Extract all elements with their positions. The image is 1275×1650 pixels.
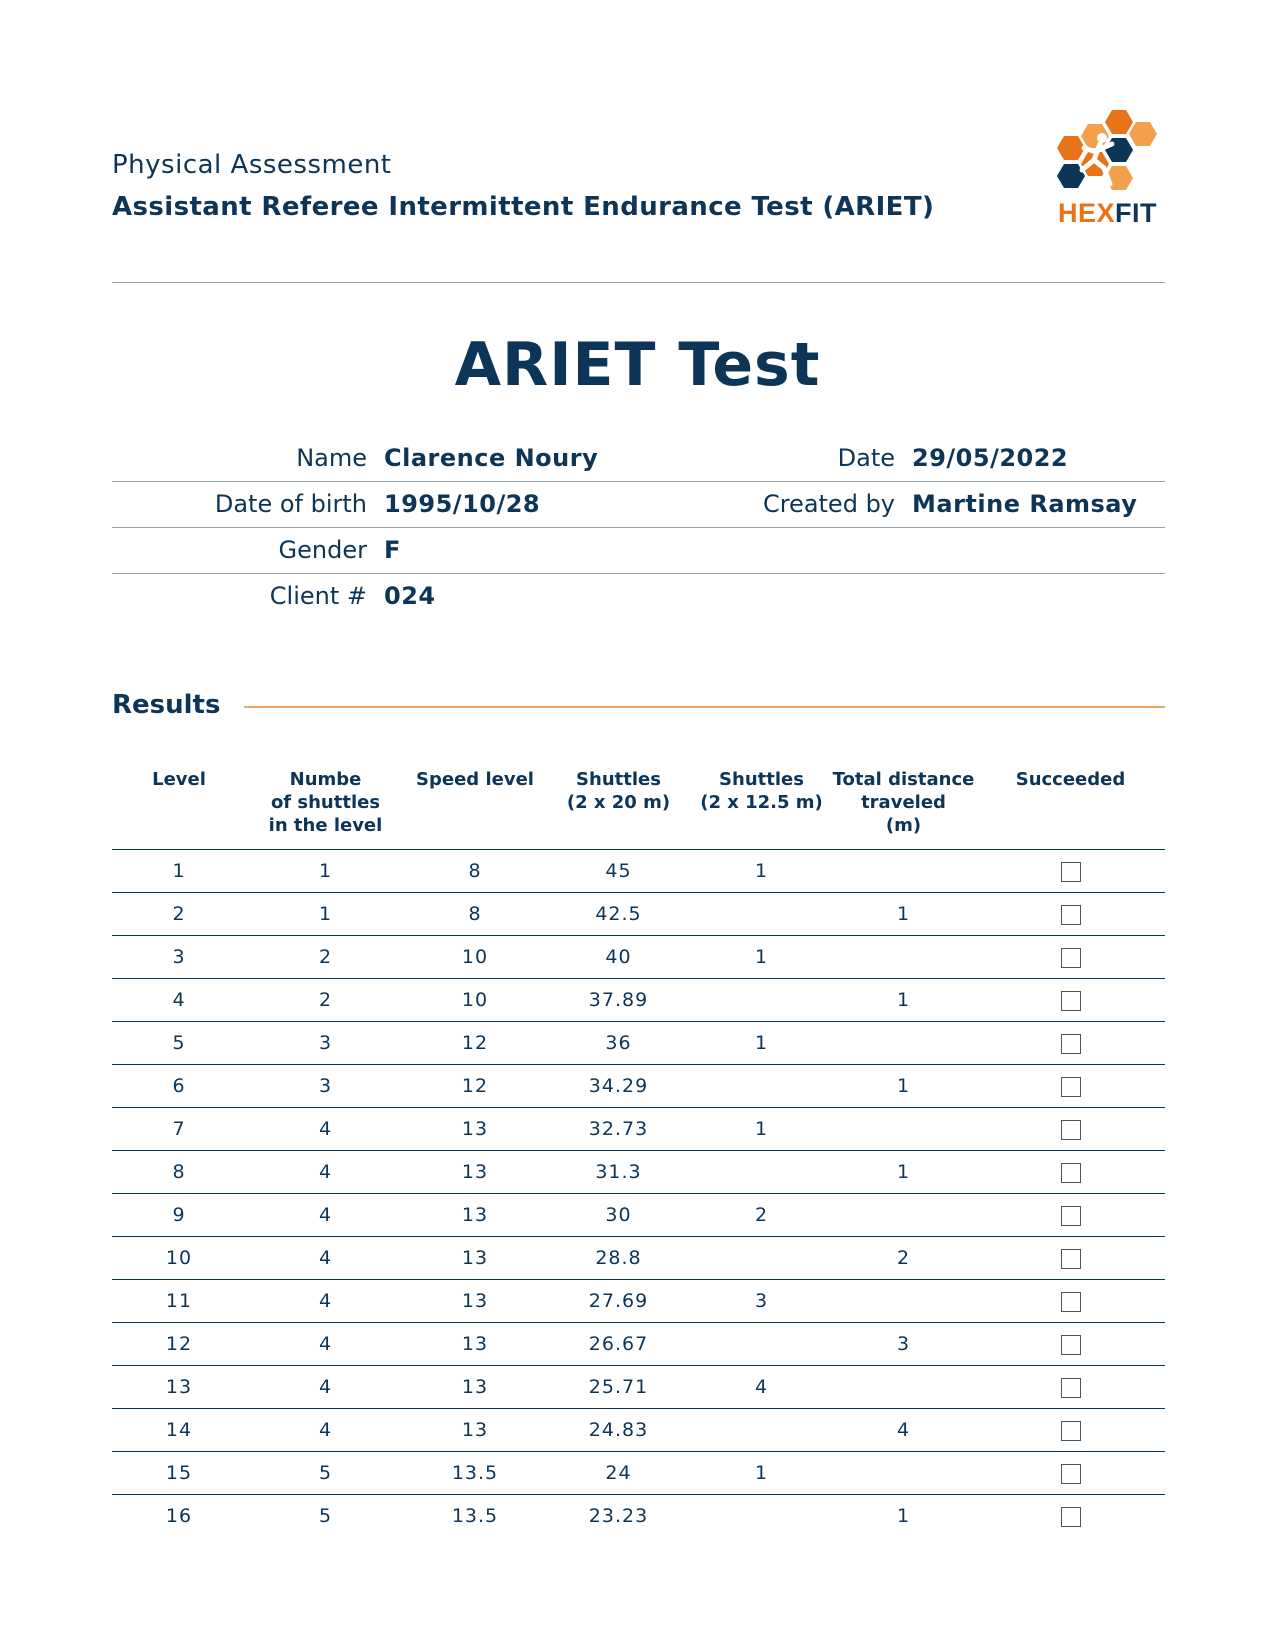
name-value: Clarence Noury [384, 444, 599, 472]
date-value: 29/05/2022 [912, 444, 1069, 472]
succeeded-checkbox[interactable] [1061, 1163, 1081, 1183]
table-cell [831, 1452, 976, 1495]
succeeded-checkbox[interactable] [1061, 1292, 1081, 1312]
table-cell: 3 [246, 1022, 405, 1065]
succeeded-cell [976, 979, 1165, 1022]
table-cell: 1 [246, 850, 405, 893]
table-cell: 13 [405, 1108, 545, 1151]
table-cell: 31.3 [545, 1151, 692, 1194]
table-cell: 1 [692, 1108, 831, 1151]
succeeded-checkbox[interactable] [1061, 905, 1081, 925]
client-value: 024 [384, 582, 436, 610]
succeeded-cell [976, 1452, 1165, 1495]
client-label: Client # [269, 582, 367, 610]
succeeded-cell [976, 850, 1165, 893]
table-cell: 3 [831, 1323, 976, 1366]
table-cell: 14 [112, 1409, 246, 1452]
column-header [246, 766, 405, 850]
dob-value: 1995/10/28 [384, 490, 541, 518]
succeeded-cell [976, 1366, 1165, 1409]
table-cell: 5 [112, 1022, 246, 1065]
table-row [112, 1280, 1165, 1323]
gender-value: F [384, 536, 401, 564]
table-cell: 9 [112, 1194, 246, 1237]
table-cell: 32.73 [545, 1108, 692, 1151]
table-cell: 8 [405, 850, 545, 893]
header-divider [112, 282, 1165, 283]
column-header-line: Shuttles [576, 769, 661, 790]
table-cell: 10 [405, 936, 545, 979]
column-header-line: (m) [885, 815, 922, 836]
table-cell: 25.71 [545, 1366, 692, 1409]
table-cell: 36 [545, 1022, 692, 1065]
succeeded-cell [976, 1194, 1165, 1237]
table-cell: 13.5 [451, 1505, 499, 1527]
succeeded-checkbox[interactable] [1061, 1464, 1081, 1484]
results-section-header [112, 690, 1165, 724]
table-cell [831, 936, 976, 979]
created-by-label: Created by [762, 490, 895, 518]
table-cell [831, 1108, 976, 1151]
document-subtitle: Assistant Referee Intermittent Endurance Test (ARIET) [112, 192, 935, 222]
column-header-line: (2 x 20 m) [566, 792, 671, 813]
table-cell: 26.67 [545, 1323, 692, 1366]
table-cell: 4 [831, 1409, 976, 1452]
table-cell: 1 [831, 1065, 976, 1108]
succeeded-cell [976, 1108, 1165, 1151]
table-cell: 27.69 [545, 1280, 692, 1323]
table-row [112, 1065, 1165, 1108]
table-cell: 4 [246, 1151, 405, 1194]
table-header-row [112, 766, 1165, 850]
hexagon-runner-icon [1050, 108, 1170, 200]
table-cell: 2 [692, 1194, 831, 1237]
document-kicker: Physical Assessment [112, 150, 392, 180]
table-cell: 10 [405, 979, 545, 1022]
table-row [112, 1194, 1165, 1237]
table-cell: 13 [405, 1409, 545, 1452]
succeeded-cell [976, 1065, 1165, 1108]
table-cell: 4 [692, 1366, 831, 1409]
succeeded-cell [976, 1237, 1165, 1280]
column-header [692, 766, 831, 850]
column-header-line: in the level [268, 815, 383, 836]
table-cell [831, 1280, 976, 1323]
succeeded-checkbox[interactable] [1061, 948, 1081, 968]
results-divider [244, 706, 1165, 708]
hexfit-logo [1050, 108, 1170, 228]
table-cell [692, 1237, 831, 1280]
column-header [405, 766, 545, 850]
table-cell: 2 [246, 979, 405, 1022]
succeeded-cell [976, 1280, 1165, 1323]
table-cell: 24 [545, 1452, 692, 1495]
table-cell: 4 [246, 1366, 405, 1409]
column-header [976, 766, 1165, 850]
succeeded-checkbox[interactable] [1061, 1335, 1081, 1355]
succeeded-cell [976, 1495, 1165, 1538]
table-cell: 45 [545, 850, 692, 893]
table-cell: 6 [112, 1065, 246, 1108]
column-header-line: of shuttles [270, 792, 381, 813]
succeeded-checkbox[interactable] [1061, 1507, 1081, 1527]
column-header-line: Shuttles [719, 769, 804, 790]
table-cell: 40 [545, 936, 692, 979]
table-cell: 34.29 [545, 1065, 692, 1108]
table-cell: 2 [831, 1237, 976, 1280]
succeeded-cell [976, 1323, 1165, 1366]
table-cell: 1 [692, 850, 831, 893]
column-header-line: Numbe [289, 769, 362, 790]
table-row [112, 1108, 1165, 1151]
succeeded-checkbox[interactable] [1061, 991, 1081, 1011]
column-header-line: (2 x 12.5 m) [700, 792, 823, 813]
succeeded-checkbox[interactable] [1061, 1378, 1081, 1398]
succeeded-checkbox[interactable] [1061, 1206, 1081, 1226]
table-cell: 1 [896, 1505, 911, 1527]
table-cell: 15 [112, 1452, 246, 1495]
table-cell: 4 [246, 1323, 405, 1366]
column-header [545, 766, 692, 850]
table-row [112, 1323, 1165, 1366]
table-cell: 30 [545, 1194, 692, 1237]
info-row-client [112, 574, 1165, 619]
table-row [112, 1151, 1165, 1194]
table-cell: 13 [405, 1323, 545, 1366]
table-cell: 11 [112, 1280, 246, 1323]
succeeded-cell [976, 1409, 1165, 1452]
table-cell: 13 [405, 1366, 545, 1409]
date-label: Date [837, 444, 895, 472]
info-row-name [112, 436, 1165, 482]
results-table [112, 766, 1165, 1537]
table-cell: 12 [405, 1065, 545, 1108]
table-cell: 13 [405, 1194, 545, 1237]
table-cell: 5 [246, 1452, 405, 1495]
table-cell [692, 1495, 831, 1538]
succeeded-cell [976, 1022, 1165, 1065]
table-cell: 1 [692, 1022, 831, 1065]
page-title: ARIET Test [454, 330, 821, 400]
table-cell [692, 1065, 831, 1108]
column-header [112, 766, 246, 850]
succeeded-cell [976, 1151, 1165, 1194]
table-cell: 1 [831, 1151, 976, 1194]
table-row [112, 1409, 1165, 1452]
column-header-line: Total distance [832, 769, 975, 790]
dob-label: Date of birth [214, 490, 367, 518]
table-cell: 42.5 [545, 893, 692, 936]
table-row [112, 1237, 1165, 1280]
table-cell: 8 [405, 893, 545, 936]
document-header [112, 150, 934, 222]
table-cell: 13 [112, 1366, 246, 1409]
table-cell: 1 [831, 979, 976, 1022]
table-row [112, 1366, 1165, 1409]
succeeded-checkbox[interactable] [1061, 1249, 1081, 1269]
table-cell: 13 [405, 1237, 545, 1280]
succeeded-cell [976, 893, 1165, 936]
table-cell [831, 1194, 976, 1237]
gender-label: Gender [278, 536, 367, 564]
table-cell: 10 [112, 1237, 246, 1280]
created-by-value: Martine Ramsay [912, 490, 1138, 518]
column-header-line: traveled [861, 792, 946, 813]
name-label: Name [296, 444, 367, 472]
succeeded-checkbox[interactable] [1061, 1034, 1081, 1054]
table-cell: 8 [112, 1151, 246, 1194]
table-cell: 13 [405, 1280, 545, 1323]
table-cell: 13.5 [405, 1452, 545, 1495]
table-cell: 2 [246, 936, 405, 979]
info-row-dob [112, 482, 1165, 528]
table-cell: 5 [318, 1505, 333, 1527]
table-cell: 28.8 [545, 1237, 692, 1280]
table-cell: 12 [112, 1323, 246, 1366]
table-cell: 4 [246, 1237, 405, 1280]
table-cell: 2 [112, 893, 246, 936]
succeeded-checkbox[interactable] [1061, 1421, 1081, 1441]
results-title: Results [112, 690, 221, 720]
table-cell: 16 [165, 1505, 193, 1527]
table-cell: 4 [246, 1194, 405, 1237]
client-info [112, 436, 1165, 619]
table-cell: 3 [246, 1065, 405, 1108]
table-cell [692, 1323, 831, 1366]
table-cell: 24.83 [545, 1409, 692, 1452]
table-cell: 7 [112, 1108, 246, 1151]
table-cell: 1 [246, 893, 405, 936]
column-header [831, 766, 976, 850]
info-row-gender [112, 528, 1165, 574]
table-cell: 13 [405, 1151, 545, 1194]
table-cell [692, 1409, 831, 1452]
table-cell [692, 1151, 831, 1194]
table-cell: 4 [246, 1409, 405, 1452]
table-row [112, 1495, 1165, 1538]
table-row [112, 1452, 1165, 1495]
table-cell: 23.23 [588, 1505, 649, 1527]
table-cell: 1 [112, 850, 246, 893]
column-header-line: Level [152, 769, 206, 790]
column-header-line: Succeeded [1015, 769, 1126, 790]
table-cell [692, 893, 831, 936]
table-cell [831, 1022, 976, 1065]
table-cell [831, 850, 976, 893]
table-row [112, 936, 1165, 979]
succeeded-checkbox[interactable] [1061, 1120, 1081, 1140]
table-row [112, 850, 1165, 893]
succeeded-checkbox[interactable] [1061, 1077, 1081, 1097]
column-header-line: Speed level [416, 769, 534, 790]
table-cell: 3 [112, 936, 246, 979]
table-cell: 1 [692, 936, 831, 979]
table-cell [692, 979, 831, 1022]
table-cell: 4 [246, 1280, 405, 1323]
table-cell: 4 [112, 979, 246, 1022]
succeeded-cell [976, 936, 1165, 979]
succeeded-checkbox[interactable] [1061, 862, 1081, 882]
logo-wordmark: HEXFIT [1058, 198, 1158, 228]
table-cell [831, 1366, 976, 1409]
table-row [112, 1022, 1165, 1065]
table-cell: 3 [692, 1280, 831, 1323]
table-cell: 12 [405, 1022, 545, 1065]
table-cell: 4 [246, 1108, 405, 1151]
table-cell: 1 [831, 893, 976, 936]
table-row [112, 893, 1165, 936]
table-row [112, 979, 1165, 1022]
table-cell: 1 [692, 1452, 831, 1495]
table-cell: 37.89 [545, 979, 692, 1022]
